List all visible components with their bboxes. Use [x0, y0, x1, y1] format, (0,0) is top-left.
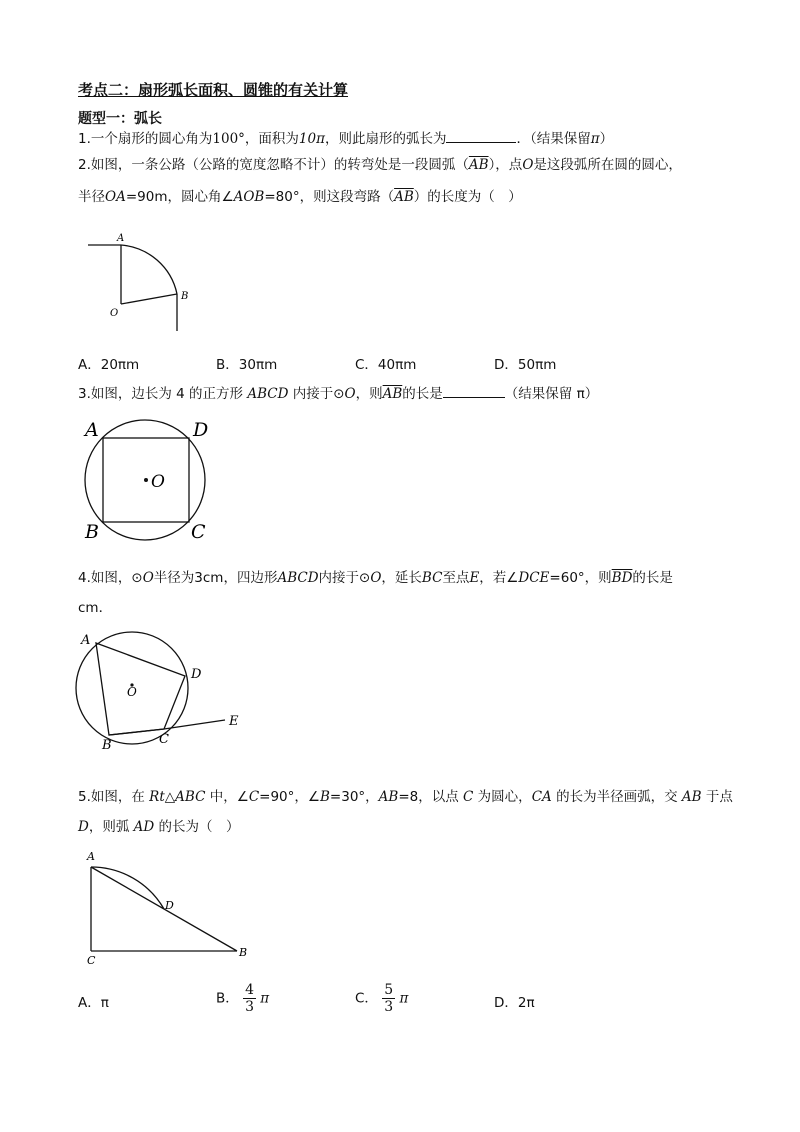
label-B: B [85, 521, 99, 543]
question-3: 3.如图，边长为 4 的正方形 ABCD 内接于⊙O，则$\overline{AB}$的长是 （结果保留 π） [78, 383, 598, 404]
fraction: $\frac{5}{3}$ [384, 982, 394, 1015]
label-C: C [159, 732, 169, 747]
question-1: 1.一个扇形的圆心角为100°，面积为10π，则此扇形的弧长为 ．（结果保留π） [78, 128, 613, 149]
question-4-line-2: cm． [78, 600, 113, 616]
q5-option-b[interactable]: B． $\frac{4}{3}$ π [216, 982, 270, 1015]
label-A: A [117, 233, 125, 244]
answer-blank[interactable] [443, 383, 505, 398]
label-A: A [81, 633, 91, 648]
question-2-line-1: 2.如图，一条公路（公路的宽度忽略不计）的转弯处是一段圆弧$(\overline{AB})$，点O是这段弧所在圆的圆心， [78, 157, 682, 173]
question-2-line-2: 半径OA=90m，圆心角∠AOB=80°，则这段弯路$(\overline{AB})$的长度为（ ） [78, 189, 522, 205]
q2-option-a[interactable]: A．20πm [78, 357, 140, 373]
label-D: D [191, 667, 202, 682]
label-B: B [102, 738, 112, 753]
subsection-title: 题型一：弧长 [78, 111, 162, 127]
figure-square-in-circle [80, 418, 220, 544]
q2-option-d[interactable]: D．50πm [494, 357, 557, 373]
question-4-line-1: 4.如图，⊙O半径为3cm，四边形ABCD内接于⊙O，延长BC至点E，若∠DCE=60°，则$\overline{BD}$的长是 [78, 570, 673, 586]
label-D: D [165, 899, 174, 912]
q5-option-a[interactable]: A．π [78, 995, 109, 1011]
q2-option-b[interactable]: B．30πm [216, 357, 278, 373]
question-5-line-2: D，则弧 AD 的长为（ ） [78, 819, 240, 835]
label-C: C [191, 521, 206, 543]
label-A: A [87, 850, 95, 863]
answer-blank[interactable] [446, 128, 516, 143]
label-O: O [127, 685, 137, 699]
question-5-line-1: 5.如图，在 Rt△ABC 中，∠C=90°，∠B=30°，AB=8，以点 C 为圆心，CA 的长为半径画弧，交 AB 于点 [78, 789, 733, 805]
fraction: $\frac{4}{3}$ [245, 982, 254, 1015]
label-A: A [85, 419, 99, 441]
label-B: B [181, 291, 189, 302]
figure-cyclic-quadrilateral [70, 628, 250, 754]
label-E: E [229, 714, 239, 729]
figure-right-triangle-arc [80, 845, 260, 967]
label-B: B [239, 946, 248, 959]
label-C: C [87, 954, 96, 967]
section-title: 考点二：扇形弧长面积、圆锥的有关计算 [78, 81, 349, 99]
label-D: D [193, 419, 209, 441]
label-O: O [151, 472, 165, 492]
label-O: O [110, 308, 119, 319]
q5-option-c[interactable]: C． $\frac{5}{3}$ π [355, 982, 409, 1015]
q5-option-d[interactable]: D．2π [494, 995, 535, 1011]
q2-option-c[interactable]: C．40πm [355, 357, 417, 373]
figure-road-arc [80, 228, 200, 338]
